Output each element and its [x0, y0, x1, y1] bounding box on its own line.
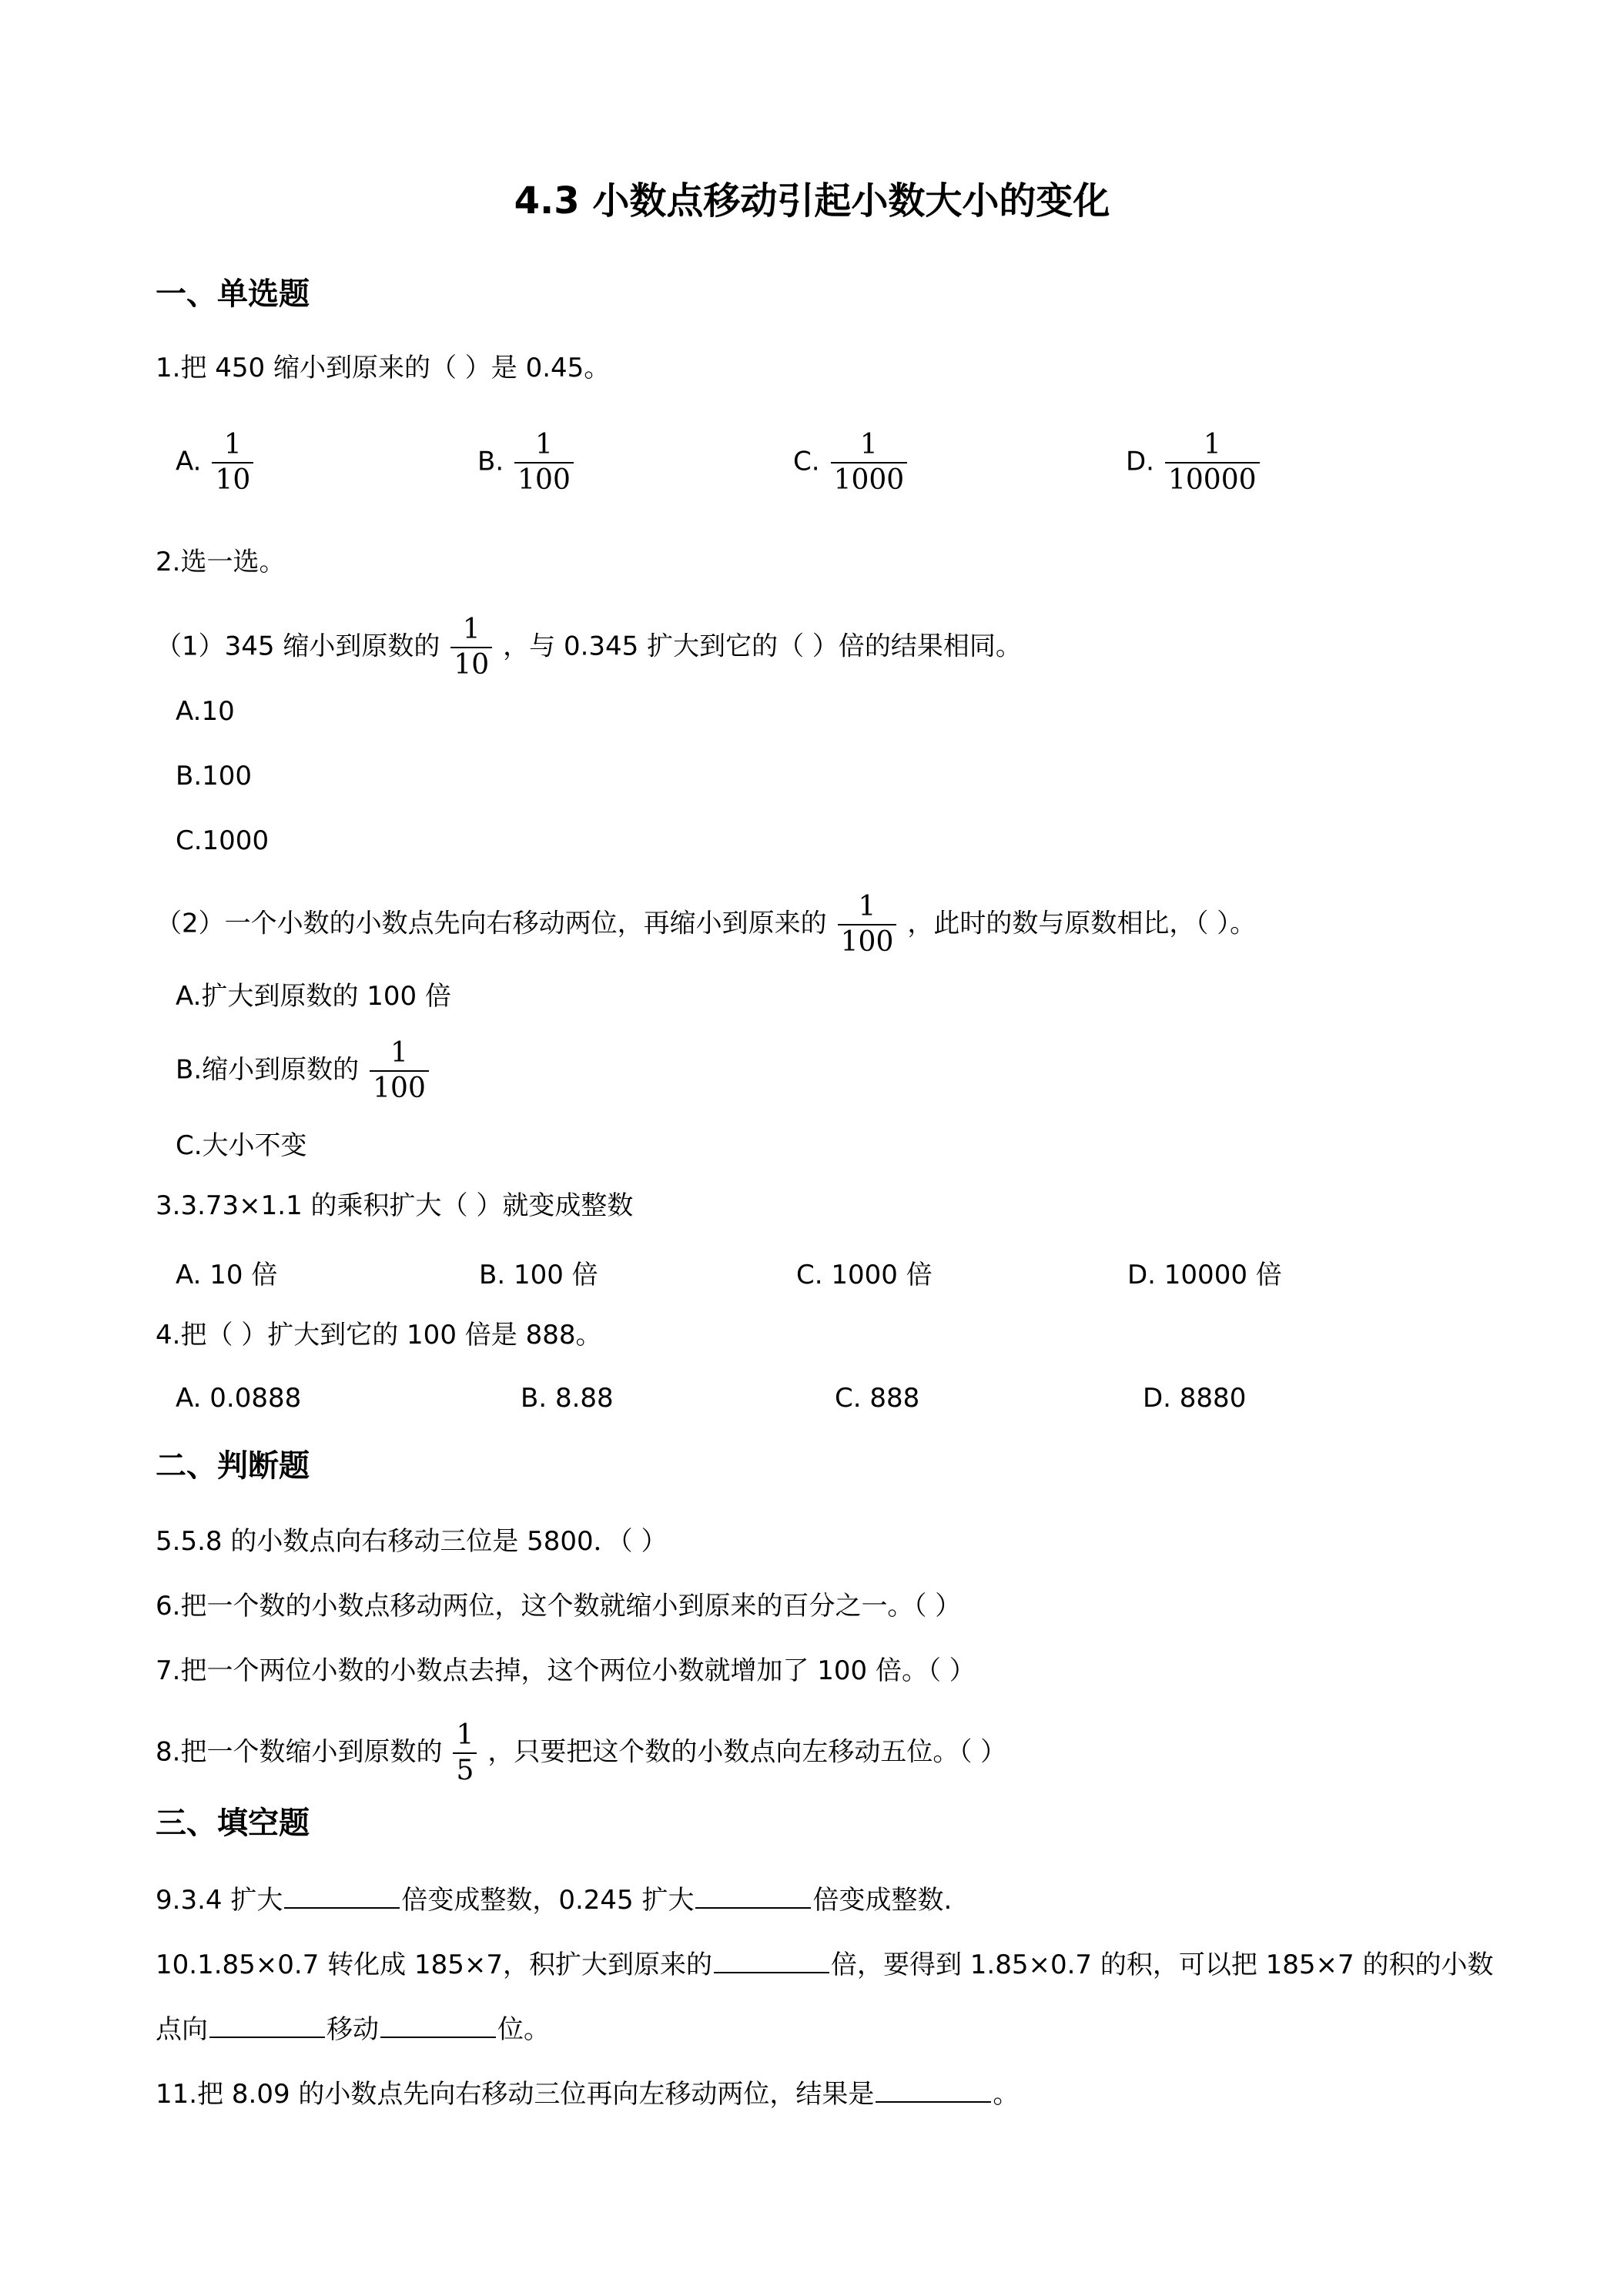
section-heading-fill-in: 三、填空题: [156, 1806, 310, 1841]
answer-blank[interactable]: [284, 1884, 400, 1909]
answer-blank[interactable]: [209, 2013, 325, 2038]
answer-blank[interactable]: [695, 1884, 811, 1909]
q3-option-b: B. 100 倍: [479, 1260, 598, 1290]
fraction: $\frac{1}{100}$: [370, 1039, 429, 1103]
question-3: 3.3.73×1.1 的乘积扩大（ ）就变成整数: [156, 1190, 634, 1221]
question-1: 1.把 450 缩小到原来的（ ）是 0.45。: [156, 353, 611, 383]
q4-option-b: B. 8.88: [521, 1383, 614, 1414]
answer-blank[interactable]: [876, 2078, 991, 2103]
answer-blank[interactable]: [714, 1949, 829, 1973]
fraction: $\frac{1}{100}$: [514, 431, 574, 494]
q3-option-c: C. 1000 倍: [796, 1260, 933, 1290]
q2-2-option-b: B.缩小到原数的 $\frac{1}{100}$: [176, 1039, 440, 1103]
question-10-line-1: 10.1.85×0.7 转化成 185×7，积扩大到原来的 倍，要得到 1.85×0.7 的积，可以把 185×7 的积的小数: [156, 1950, 1494, 1980]
q2-2-option-c: C.大小不变: [176, 1130, 307, 1161]
option-label: A.: [176, 446, 202, 477]
answer-blank[interactable]: [380, 2013, 496, 2038]
question-8: 8.把一个数缩小到原数的 $\frac{1}{5}$ ，只要把这个数的小数点向左移动五位。（ ）: [156, 1719, 1007, 1786]
fraction: $\frac{1}{10}$: [450, 616, 492, 679]
q1-option-b: [477, 431, 584, 494]
fraction: $\frac{1}{1000}$: [831, 431, 908, 494]
q2-1-option-b: B.100: [176, 761, 253, 792]
question-4: 4.把（ ）扩大到它的 100 倍是 888。: [156, 1320, 602, 1350]
page-title: 4.3 小数点移动引起小数大小的变化: [514, 179, 1110, 223]
q1-option-d: [1126, 431, 1271, 494]
question-2-sub-1: （1）345 缩小到原数的 $\frac{1}{10}$ ，与 0.345 扩大到它的（ ）倍的结果相同。: [156, 614, 1022, 681]
q4-option-c: C. 888: [835, 1383, 920, 1414]
section-heading-single-choice: 一、单选题: [156, 276, 310, 312]
q2-1-option-a: A.10: [176, 696, 235, 727]
option-label: C.: [793, 446, 820, 477]
question-7: 7.把一个两位小数的小数点去掉，这个两位小数就增加了 100 倍。（ ）: [156, 1655, 976, 1686]
q3-option-d: D. 10000 倍: [1127, 1260, 1282, 1290]
fraction: $\frac{1}{5}$: [453, 1722, 477, 1785]
q2-1-option-c: C.1000: [176, 825, 270, 856]
option-label: B.: [477, 446, 504, 477]
question-5: 5.5.8 的小数点向右移动三位是 5800．（ ）: [156, 1526, 668, 1557]
fraction: $\frac{1}{10000}$: [1165, 431, 1260, 494]
question-2: 2.选一选。: [156, 547, 286, 577]
q3-option-a: A. 10 倍: [176, 1260, 278, 1290]
section-heading-true-false: 二、判断题: [156, 1448, 310, 1484]
q1-option-a: [176, 431, 264, 494]
fraction: $\frac{1}{10}$: [212, 431, 253, 494]
q2-2-option-a: A.扩大到原数的 100 倍: [176, 981, 451, 1012]
question-11: 11.把 8.09 的小数点先向右移动三位再向左移动两位，结果是 。: [156, 2079, 1020, 2110]
fraction: $\frac{1}{100}$: [838, 893, 897, 956]
question-9: 9.3.4 扩大 倍变成整数，0.245 扩大 倍变成整数.: [156, 1885, 953, 1916]
q4-option-a: A. 0.0888: [176, 1383, 302, 1414]
q4-option-d: D. 8880: [1143, 1383, 1247, 1414]
q1-option-c: [793, 431, 918, 494]
option-label: D.: [1126, 446, 1154, 477]
question-2-sub-2: （2）一个小数的小数点先向右移动两位，再缩小到原来的 $\frac{1}{100}$ ，此时的数与原数相比，（ ）。: [156, 891, 1257, 958]
question-6: 6.把一个数的小数点移动两位，这个数就缩小到原来的百分之一。（ ）: [156, 1591, 962, 1622]
question-10-line-2: 点向 移动 位。: [156, 2014, 550, 2045]
